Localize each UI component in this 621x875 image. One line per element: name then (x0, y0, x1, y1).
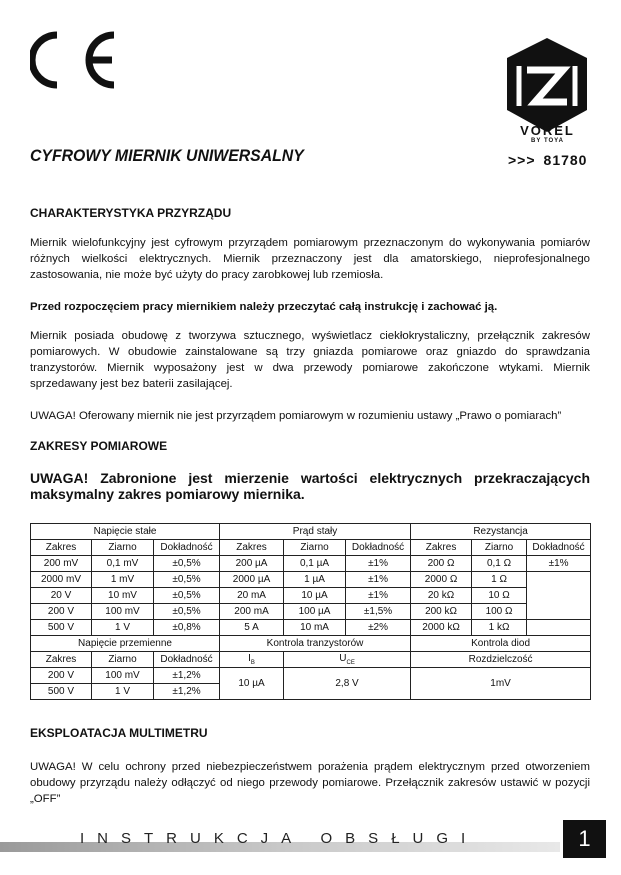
brand-subtitle: BY TOYA (531, 138, 564, 144)
group-resistance: Rezystancja (411, 524, 591, 540)
column-header: Zakres (31, 652, 92, 668)
arrows-icon: >>> (508, 152, 536, 168)
column-header: Zakres (220, 540, 284, 556)
column-header: Zakres (411, 540, 472, 556)
measurement-ranges-table (30, 523, 591, 700)
table-cell: 20 V (31, 588, 92, 604)
table-cell: ±0,5% (154, 572, 220, 588)
table-cell: 200 kΩ (411, 604, 472, 620)
table-cell: 2000 mV (31, 572, 92, 588)
table-row (31, 556, 591, 572)
uce-header: $U_{CE}$ (284, 652, 411, 668)
table-cell: 200 V (31, 668, 92, 684)
table-cell: 500 V (31, 684, 92, 700)
table-cell: 1 µA (284, 572, 346, 588)
table-cell: 20 mA (220, 588, 284, 604)
table-cell: ±0,5% (154, 556, 220, 572)
diode-resolution-value: 1mV (411, 668, 591, 700)
table-cell: 1 mV (92, 572, 154, 588)
read-instructions-note: Przed rozpoczęciem pracy miernikiem należy przeczytać całą instrukcję i zachować ją. (30, 301, 498, 313)
table-cell: 10 Ω (472, 588, 527, 604)
characteristics-heading: CHARAKTERYSTYKA PRZYRZĄDU (30, 206, 232, 220)
table-cell: ±0,8% (154, 620, 220, 636)
legal-notice-paragraph: UWAGA! Oferowany miernik nie jest przyrządem pomiarowym w rozumieniu ustawy „Prawo o pomiarach” (30, 410, 562, 422)
column-header: Dokładność (527, 540, 591, 556)
ce-mark-logo (30, 30, 120, 90)
table-cell: 200 mV (31, 556, 92, 572)
table-row (31, 620, 591, 636)
table-row (31, 572, 591, 588)
exploitation-heading: EKSPLOATACJA MULTIMETRU (30, 726, 208, 740)
table-header-row-2 (31, 652, 591, 668)
column-header: Ziarno (472, 540, 527, 556)
table-cell (527, 620, 591, 636)
intro-paragraph: Miernik wielofunkcyjny jest cyfrowym przyrządem pomiarowym przeznaczonym do wykonywania pomiarów różnych wielkości elektrycznych. Miernik przeznaczony jest dla amatorskiego, nieprofesjonalnego zastosowania, nie może być użyty do pracy zarobkowej lub rzemiosła. (30, 237, 590, 281)
table-header-row (31, 540, 591, 556)
safety-paragraph: UWAGA! W celu ochrony przed niebezpieczeństwem porażenia prądem elektrycznym przed otworzeniem obudowy przyrządu należy odłączyć od niego przewody pomiarowe. Przełącznik zakresów ustawić w pozycji „OFF” (30, 761, 590, 805)
group-ac-voltage: Napięcie przemienne (31, 636, 220, 652)
table-cell: ±1% (346, 556, 411, 572)
table-cell: ±1% (346, 572, 411, 588)
ib-value: 10 µA (220, 668, 284, 700)
table-cell: 0,1 Ω (472, 556, 527, 572)
table-cell: 100 µA (284, 604, 346, 620)
resolution-header: Rozdzielczość (411, 652, 591, 668)
table-cell: 100 Ω (472, 604, 527, 620)
ib-header: $I_B$ (220, 652, 284, 668)
table-row (31, 588, 591, 604)
column-header: Dokładność (346, 540, 411, 556)
range-warning: UWAGA! Zabronione jest mierzenie wartości elektrycznych przekraczających maksymalny zakres pomiarowy miernika. (30, 470, 590, 502)
table-cell: ±2% (346, 620, 411, 636)
table-cell: 500 V (31, 620, 92, 636)
column-header: Zakres (31, 540, 92, 556)
table-cell: ±1,2% (154, 684, 220, 700)
table-group-row (31, 524, 591, 540)
column-header: Ziarno (284, 540, 346, 556)
table-row (31, 604, 591, 620)
group-diode-test: Kontrola diod (411, 636, 591, 652)
table-cell: ±0,5% (154, 588, 220, 604)
group-dc-current: Prąd stały (220, 524, 411, 540)
table-cell: 1 V (92, 620, 154, 636)
table-cell: 2000 µA (220, 572, 284, 588)
table-cell: 200 V (31, 604, 92, 620)
column-header: Ziarno (92, 540, 154, 556)
uce-value: 2,8 V (284, 668, 411, 700)
model-number-value: 81780 (543, 152, 588, 168)
table-cell: 20 kΩ (411, 588, 472, 604)
document-title: CYFROWY MIERNIK UNIWERSALNY (30, 146, 304, 165)
table-cell: ±1,2% (154, 668, 220, 684)
column-header: Ziarno (92, 652, 154, 668)
table-cell: 0,1 mV (92, 556, 154, 572)
table-cell: 10 mA (284, 620, 346, 636)
column-header: Dokładność (154, 652, 220, 668)
table-row (31, 668, 591, 684)
column-header: Dokładność (154, 540, 220, 556)
table-cell: 200 µA (220, 556, 284, 572)
group-dc-voltage: Napięcie stałe (31, 524, 220, 540)
table-cell: 2000 Ω (411, 572, 472, 588)
device-description-paragraph: Miernik posiada obudowę z tworzywa sztucznego, wyświetlacz ciekłokrystaliczny, przełącznik zakresów pomiarowych. W obudowie zainstalowane są trzy gniazda pomiarowe oraz gniazdo do sprawdzania tranzystorów. Miernik wyposażony jest w dwa przewody pomiarowe zakończone wtykami. Miernik sprzedawany jest bez baterii zasilającej. (30, 330, 590, 390)
table-cell: ±1% (527, 556, 591, 572)
brand-name: VOREL (520, 123, 575, 138)
model-number (508, 152, 587, 168)
footer-text: INSTRUKCJA OBSŁUGI (80, 830, 479, 847)
table-cell: 1 V (92, 684, 154, 700)
ranges-heading: ZAKRESY POMIAROWE (30, 439, 168, 453)
table-cell: 200 mA (220, 604, 284, 620)
group-transistor-test: Kontrola tranzystorów (220, 636, 411, 652)
table-cell: ±1,5% (346, 604, 411, 620)
table-cell: 100 mV (92, 668, 154, 684)
table-cell: 10 µA (284, 588, 346, 604)
table-cell (527, 588, 591, 604)
table-cell: 1 kΩ (472, 620, 527, 636)
table-cell: 5 A (220, 620, 284, 636)
table-cell (527, 604, 591, 620)
table-cell: 1 Ω (472, 572, 527, 588)
table-cell: ±1% (346, 588, 411, 604)
table-cell: 0,1 µA (284, 556, 346, 572)
table-cell: 10 mV (92, 588, 154, 604)
table-cell: 200 Ω (411, 556, 472, 572)
page-number: 1 (563, 820, 606, 858)
table-cell: 100 mV (92, 604, 154, 620)
table-cell: ±0,5% (154, 604, 220, 620)
table-cell (527, 572, 591, 588)
table-cell: 2000 kΩ (411, 620, 472, 636)
table-group-row-2 (31, 636, 591, 652)
